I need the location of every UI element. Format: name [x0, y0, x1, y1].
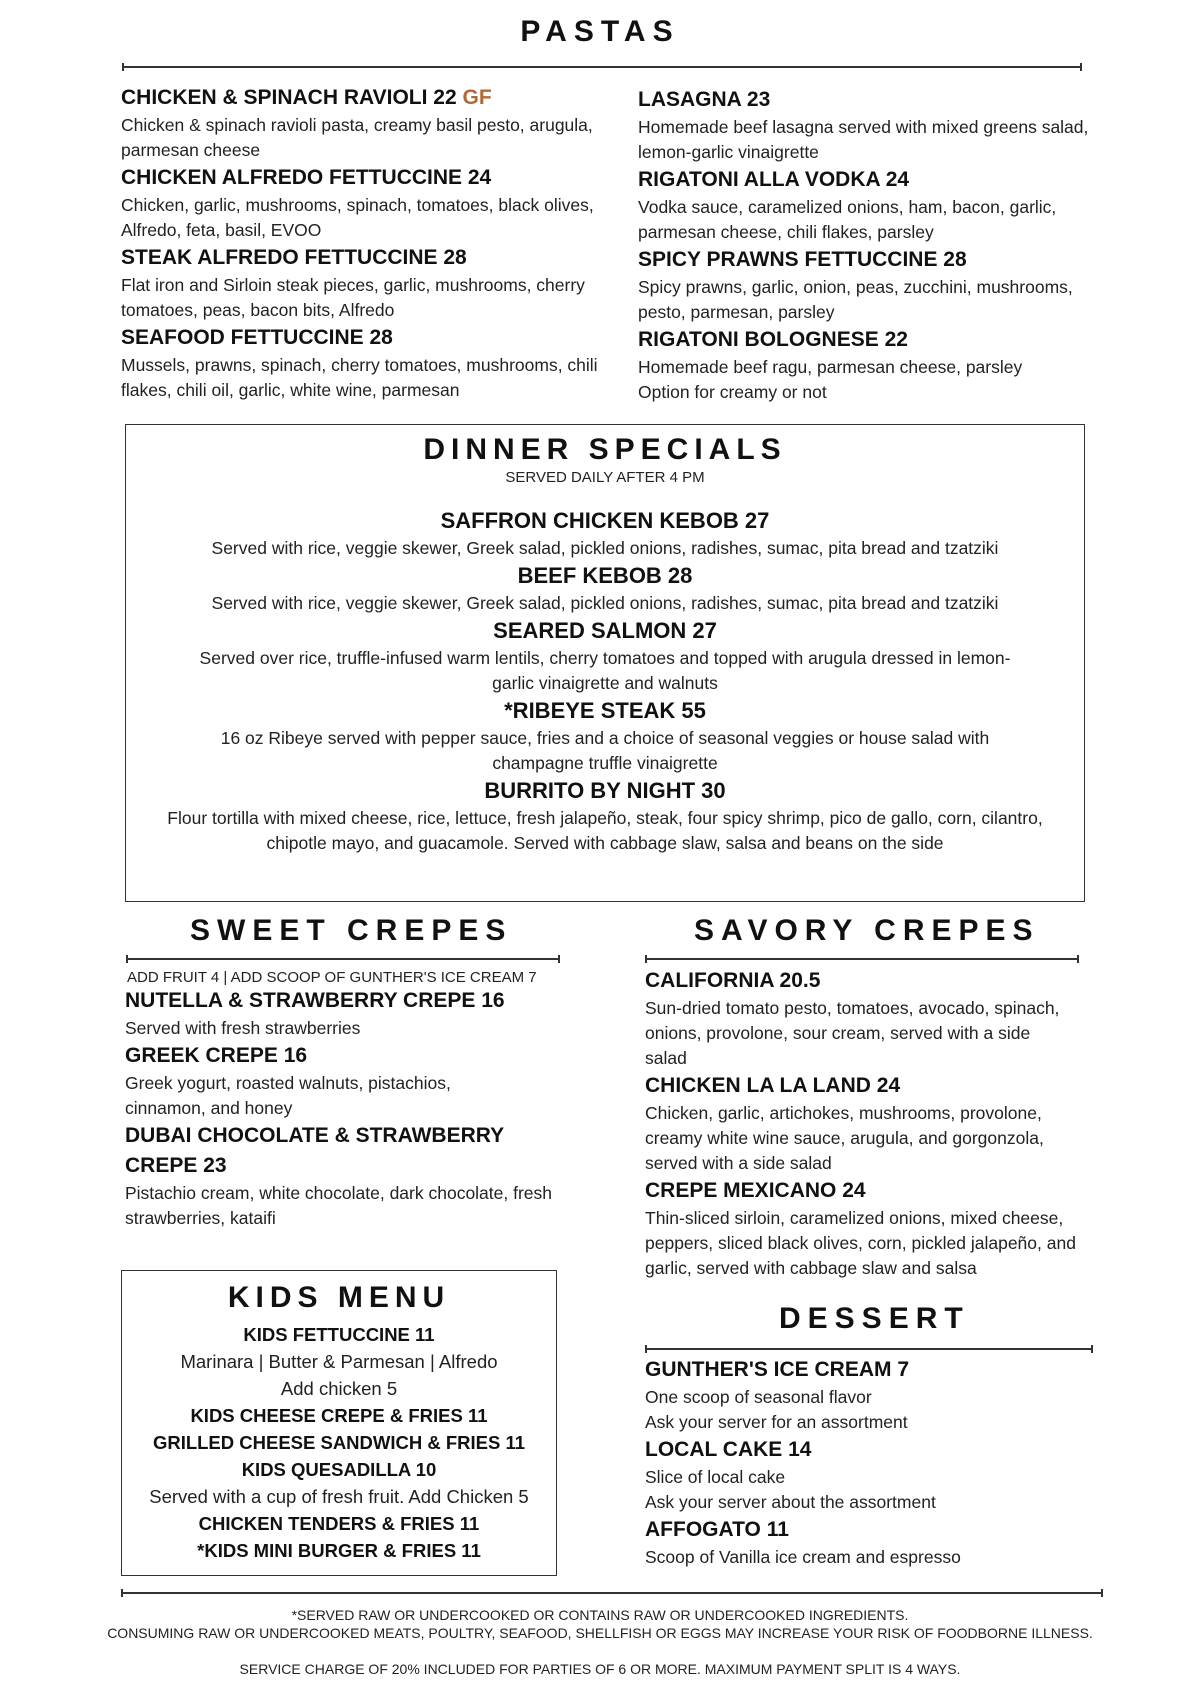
menu-item — [638, 245, 1093, 325]
item-name: *RIBEYE STEAK 55 — [504, 698, 706, 723]
item-description: Vodka sauce, caramelized onions, ham, bacon, garlic, parmesan cheese, chili flakes, parsley — [638, 197, 1057, 242]
item-name: LASAGNA 23 — [638, 88, 771, 111]
menu-item — [125, 1121, 575, 1231]
pastas-right-column — [638, 85, 1093, 405]
menu-item — [126, 561, 1084, 616]
menu-item — [645, 1515, 1095, 1570]
pastas-left-column — [121, 83, 611, 403]
item-description: Homemade beef lasagna served with mixed greens salad, lemon-garlic vinaigrette — [638, 117, 1089, 162]
kids-item: KIDS FETTUCCINE 11 — [243, 1324, 435, 1345]
menu-item — [126, 616, 1084, 696]
item-name: BURRITO BY NIGHT 30 — [484, 778, 726, 803]
item-name: RIGATONI ALLA VODKA 24 — [638, 168, 910, 191]
item-name: SAFFRON CHICKEN KEBOB 27 — [440, 508, 770, 533]
menu-item — [645, 966, 1085, 1071]
kids-item: GRILLED CHEESE SANDWICH & FRIES 11 — [152, 1432, 526, 1453]
item-description: Chicken, garlic, mushrooms, spinach, tomatoes, black olives, Alfredo, feta, basil, EVOO — [121, 195, 594, 240]
item-description: Thin-sliced sirloin, caramelized onions, mixed cheese, peppers, sliced black olives, corn, pickled jalapeño, and garlic, served with cabbage slaw and salsa — [645, 1208, 1076, 1278]
savory-crepes-divider — [645, 958, 1079, 960]
item-name: CALIFORNIA 20.5 — [645, 969, 821, 992]
pastas-title: PASTAS — [520, 15, 680, 48]
savory-crepes-title: SAVORY CREPES — [694, 914, 1040, 947]
item-name: NUTELLA & STRAWBERRY CREPE 16 — [125, 989, 505, 1012]
dessert-divider — [645, 1348, 1093, 1350]
item-description: Scoop of Vanilla ice cream and espresso — [645, 1547, 961, 1567]
item-name: RIGATONI BOLOGNESE 22 — [638, 328, 908, 351]
item-description: Pistachio cream, white chocolate, dark chocolate, fresh strawberries, kataifi — [125, 1183, 553, 1228]
item-description: Sun-dried tomato pesto, tomatoes, avocado, spinach, onions, provolone, sour cream, served with a side salad — [645, 998, 1060, 1068]
footer-disclaimer-line-2: CONSUMING RAW OR UNDERCOOKED MEATS, POULTRY, SEAFOOD, SHELLFISH OR EGGS MAY INCREASE YOUR RISK OF FOODBORNE ILLNESS. — [107, 1625, 1093, 1641]
item-description: Served with rice, veggie skewer, Greek salad, pickled onions, radishes, sumac, pita bread and tzatziki — [211, 538, 999, 558]
menu-item — [645, 1071, 1085, 1176]
footer-service-charge: SERVICE CHARGE OF 20% INCLUDED FOR PARTIES OF 6 OR MORE. MAXIMUM PAYMENT SPLIT IS 4 WAYS. — [239, 1661, 961, 1677]
item-description: Served with rice, veggie skewer, Greek salad, pickled onions, radishes, sumac, pita bread and tzatziki — [211, 593, 999, 613]
item-name: CREPE MEXICANO 24 — [645, 1179, 866, 1202]
menu-item — [638, 85, 1093, 165]
menu-item — [125, 1041, 575, 1121]
item-name: SEARED SALMON 27 — [493, 618, 717, 643]
menu-item — [126, 506, 1084, 561]
item-description: 16 oz Ribeye served with pepper sauce, fries and a choice of seasonal veggies or house salad with champagne truffle vinaigrette — [220, 728, 990, 773]
menu-item — [645, 1355, 1095, 1435]
item-description: Greek yogurt, roasted walnuts, pistachios, cinnamon, and honey — [125, 1073, 451, 1118]
footer — [0, 1606, 1200, 1678]
dinner-specials-title: DINNER SPECIALS — [423, 433, 787, 466]
menu-item — [638, 325, 1093, 405]
kids-item-detail: Marinara | Butter & Parmesan | Alfredo — [180, 1351, 498, 1372]
dessert-column — [645, 1355, 1095, 1570]
menu-item — [645, 1176, 1085, 1281]
item-name: BEEF KEBOB 28 — [517, 563, 693, 588]
item-description: Served over rice, truffle-infused warm lentils, cherry tomatoes and topped with arugula dressed in lemon-garlic vinaigrette and walnuts — [199, 648, 1011, 693]
kids-item: CHICKEN TENDERS & FRIES 11 — [198, 1513, 480, 1534]
kids-item: KIDS QUESADILLA 10 — [241, 1459, 437, 1480]
item-name: CHICKEN & SPINACH RAVIOLI 22 GF — [121, 86, 492, 109]
item-description: Mussels, prawns, spinach, cherry tomatoes, mushrooms, chili flakes, chili oil, garlic, white wine, parmesan — [121, 355, 598, 400]
savory-crepes-column — [645, 966, 1085, 1281]
pastas-divider — [122, 66, 1082, 68]
menu-item — [126, 696, 1084, 776]
menu-item — [126, 776, 1084, 856]
menu-item — [121, 243, 611, 323]
item-name: LOCAL CAKE 14 — [645, 1438, 812, 1461]
dinner-specials-box — [125, 424, 1085, 902]
kids-item-detail: Served with a cup of fresh fruit. Add Chicken 5 — [149, 1486, 529, 1507]
gluten-free-tag: GF — [462, 86, 492, 109]
kids-item: KIDS CHEESE CREPE & FRIES 11 — [190, 1405, 488, 1426]
sweet-crepes-title: SWEET CREPES — [190, 914, 513, 947]
item-description: Chicken & spinach ravioli pasta, creamy basil pesto, arugula, parmesan cheese — [121, 115, 593, 160]
menu-item — [638, 165, 1093, 245]
kids-item-detail: Add chicken 5 — [280, 1378, 398, 1399]
item-description: Homemade beef ragu, parmesan cheese, parsley — [638, 357, 1023, 377]
footer-divider — [121, 1592, 1103, 1594]
kids-item: *KIDS MINI BURGER & FRIES 11 — [197, 1540, 481, 1561]
menu-item — [121, 163, 611, 243]
menu-item — [125, 986, 575, 1041]
item-name: SPICY PRAWNS FETTUCCINE 28 — [638, 248, 967, 271]
item-name: DUBAI CHOCOLATE & STRAWBERRY CREPE 23 — [125, 1124, 504, 1177]
sweet-crepes-divider — [126, 958, 560, 960]
item-description: Served with fresh strawberries — [125, 1018, 361, 1038]
kids-menu-title: KIDS MENU — [227, 1281, 451, 1314]
item-name: GUNTHER'S ICE CREAM 7 — [645, 1358, 910, 1381]
menu-item — [121, 83, 611, 163]
sweet-crepes-note: ADD FRUIT 4 | ADD SCOOP OF GUNTHER'S ICE CREAM 7 — [127, 969, 537, 986]
kids-menu-box — [121, 1270, 557, 1576]
item-name: CHICKEN LA LA LAND 24 — [645, 1074, 901, 1097]
menu-item — [645, 1435, 1095, 1515]
item-description: Slice of local cake — [645, 1467, 786, 1487]
kids-menu-list — [122, 1321, 556, 1564]
item-description: Flour tortilla with mixed cheese, rice, lettuce, fresh jalapeño, steak, four spicy shrimp, pico de gallo, corn, cilantro, chipotle mayo, and guacamole. Served with cabbage slaw, salsa and beans on the side — [167, 808, 1043, 853]
item-description: Flat iron and Sirloin steak pieces, garlic, mushrooms, cherry tomatoes, peas, bacon bits, Alfredo — [121, 275, 585, 320]
item-name: AFFOGATO 11 — [645, 1518, 789, 1541]
item-name: CHICKEN ALFREDO FETTUCCINE 24 — [121, 166, 492, 189]
menu-item — [121, 323, 611, 403]
item-name: SEAFOOD FETTUCCINE 28 — [121, 326, 393, 349]
item-name: STEAK ALFREDO FETTUCCINE 28 — [121, 246, 467, 269]
dessert-title: DESSERT — [779, 1302, 970, 1335]
item-description: Chicken, garlic, artichokes, mushrooms, provolone, creamy white wine sauce, arugula, and gorgonzola, served with a side salad — [645, 1103, 1044, 1173]
item-description: Spicy prawns, garlic, onion, peas, zucchini, mushrooms, pesto, parmesan, parsley — [638, 277, 1073, 322]
item-description: Ask your server for an assortment — [645, 1412, 908, 1432]
dinner-specials-subtitle: SERVED DAILY AFTER 4 PM — [505, 469, 705, 486]
sweet-crepes-column — [125, 969, 575, 1231]
item-name: GREEK CREPE 16 — [125, 1044, 308, 1067]
item-description: One scoop of seasonal flavor — [645, 1387, 872, 1407]
item-description: Ask your server about the assortment — [645, 1492, 936, 1512]
footer-disclaimer-line-1: *SERVED RAW OR UNDERCOOKED OR CONTAINS RAW OR UNDERCOOKED INGREDIENTS. — [291, 1607, 909, 1623]
item-description: Option for creamy or not — [638, 382, 827, 402]
